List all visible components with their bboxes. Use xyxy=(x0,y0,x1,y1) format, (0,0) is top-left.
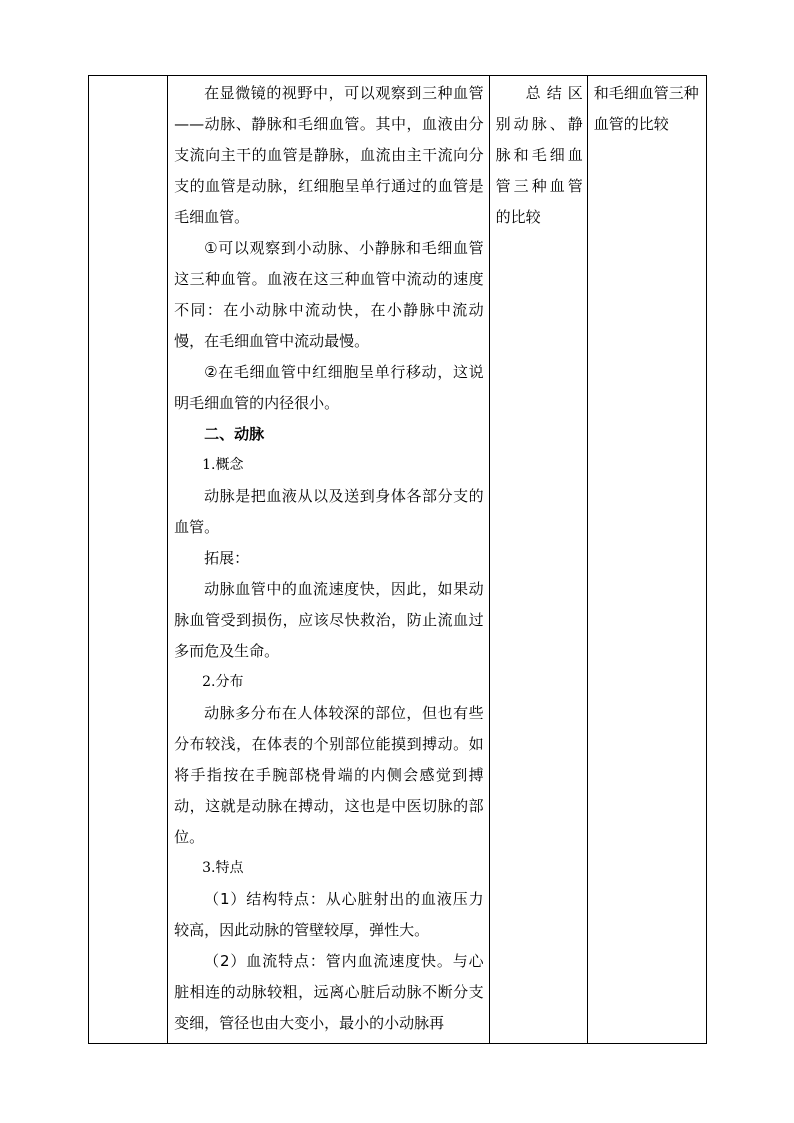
subsection-label: 2.分布 xyxy=(202,674,244,690)
content-paragraph: 拓展： xyxy=(204,549,250,567)
design-intent-cell xyxy=(587,76,706,1044)
content-paragraph: 动脉是把血液从以及送到身体各部分支的血管。 xyxy=(174,487,484,536)
content-paragraph: 动脉多分布在人体较深的部位，但也有些分布较浅，在体表的个别部位能摸到搏动。如将手指按在手腕部桡骨端的内侧会感觉到搏动，这就是动脉在搏动，这也是中医切脉的部位。 xyxy=(174,704,484,846)
lesson-plan-table xyxy=(88,75,707,1044)
student-activity-cell xyxy=(489,76,587,1044)
student-activity-text: 总结区别动脉、静脉和毛细血管三种血管的比较 xyxy=(495,84,583,226)
design-intent-text: 和毛细血管三种血管的比较 xyxy=(593,84,699,133)
content-paragraph: 在显微镜的视野中，可以观察到三种血管——动脉、静脉和毛细血管。其中，血液由分支流向主干的血管是静脉，血流由主干流向分支的血管是动脉，红细胞呈单行通过的血管是毛细血管。 xyxy=(174,84,484,226)
content-paragraph: ①可以观察到小动脉、小静脉和毛细血管这三种血管。血液在这三种血管中流动的速度不同：在小动脉中流动快，在小静脉中流动慢，在毛细血管中流动最慢。 xyxy=(174,239,484,350)
content-paragraph: （1）结构特点：从心脏射出的血液压力较高，因此动脉的管壁较厚，弹性大。 xyxy=(174,890,484,939)
teaching-content-cell xyxy=(168,76,490,1044)
section-heading: 二、动脉 xyxy=(204,425,265,443)
content-paragraph: （2）血流特点：管内血流速度快。与心脏相连的动脉较粗，远离心脏后动脉不断分支变细，管径也由大变小，最小的小动脉再 xyxy=(174,952,484,1032)
blank-cell xyxy=(89,76,168,1044)
subsection-label: 3.特点 xyxy=(202,860,244,876)
table-row xyxy=(89,76,707,1044)
teaching-content xyxy=(168,76,489,1039)
content-paragraph: ②在毛细血管中红细胞呈单行移动，这说明毛细血管的内径很小。 xyxy=(174,363,484,412)
subsection-label: 1.概念 xyxy=(202,457,244,473)
content-paragraph: 动脉血管中的血流速度快，因此，如果动脉血管受到损伤，应该尽快救治，防止流血过多而危及生命。 xyxy=(174,580,484,660)
